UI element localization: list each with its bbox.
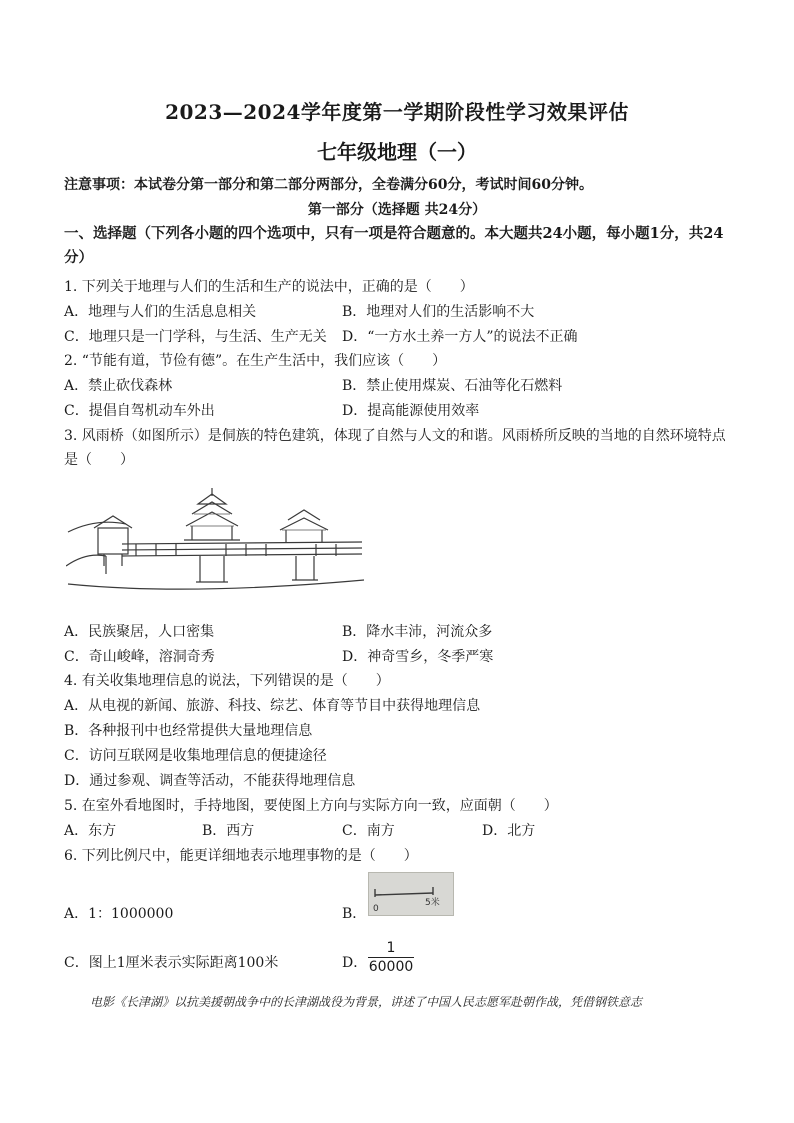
q2-stem: 2. “节能有道，节俭有德”。在生产生活中，我们应该（ ） [64,353,447,369]
q3-option-d: D．神奇雪乡，冬季严寒 [342,649,494,665]
q5-option-a: A．东方 [64,823,117,839]
q5-option-b: B．西方 [202,823,255,839]
q3-option-b: B．降水丰沛，河流众多 [342,624,493,640]
section-heading: 一、选择题（下列各小题的四个选项中，只有一项是符合题意的。本大题共24小题，每小题1分，共24分） [64,225,724,266]
q6-option-c: C．图上1厘米表示实际距离100米 [64,955,279,971]
part-heading: 第一部分（选择题 共24分） [307,202,487,218]
q1-option-b: B．地理对人们的生活影响不大 [342,304,535,320]
q4-option-d: D．通过参观、调查等活动，不能获得地理信息 [64,773,356,789]
q4-option-b: B．各种报刊中也经常提供大量地理信息 [64,723,313,739]
q4-option-a: A．从电视的新闻、旅游、科技、综艺、体育等节目中获得地理信息 [64,698,481,714]
exam-subtitle: 七年级地理（一） [317,140,477,164]
scale-unit-label: 5米 [425,898,440,908]
q1-option-c: C．地理只是一门学科，与生活、生产无关 [64,329,327,345]
q4-option-c: C．访问互联网是收集地理信息的便捷途径 [64,748,327,764]
q3-option-c: C．奇山峻峰，溶洞奇秀 [64,649,215,665]
exam-title: 2023—2024学年度第一学期阶段性学习效果评估 [165,100,629,124]
q2-option-d: D．提高能源使用效率 [342,403,480,419]
q6-option-b: B． [342,906,367,922]
fraction-denominator: 60000 [368,959,414,975]
q2-option-c: C．提倡自驾机动车外出 [64,403,215,419]
q3-option-a: A．民族聚居，人口密集 [64,624,215,640]
q5-option-c: C．南方 [342,823,395,839]
scale-zero-label: 0 [373,904,379,914]
instructions: 注意事项：本试卷分第一部分和第二部分两部分，全卷满分60分，考试时间60分钟。 [64,177,593,193]
q2-option-a: A．禁止砍伐森林 [64,378,173,394]
q5-stem: 5. 在室外看地图时，手持地图，要使图上方向与实际方向一致，应面朝（ ） [64,798,558,814]
q6-option-d: D． [342,955,368,971]
q4-stem: 4. 有关收集地理信息的说法，下列错误的是（ ） [64,673,390,689]
q3-stem: 3. 风雨桥（如图所示）是侗族的特色建筑，体现了自然与人文的和谐。风雨桥所反映的当地的自然环境特点是（ ） [64,428,726,468]
next-passage-text: 电影《长津湖》以抗美援朝战争中的长津湖战役为背景，讲述了中国人民志愿军赴朝作战，凭借钢铁意志 [90,995,643,1009]
q1-option-d: D．“一方水土养一方人”的说法不正确 [342,329,578,345]
q6-stem: 6. 下列比例尺中，能更详细地表示地理事物的是（ ） [64,848,418,864]
q1-stem: 1. 下列关于地理与人们的生活和生产的说法中，正确的是（ ） [64,279,474,295]
q1-option-a: A．地理与人们的生活息息相关 [64,304,257,320]
q5-option-d: D．北方 [482,823,536,839]
wind-rain-bridge-image [66,484,366,604]
q2-option-b: B．禁止使用煤炭、石油等化石燃料 [342,378,563,394]
fraction-numerator: 1 [368,940,414,958]
fraction-scale [368,940,414,975]
line-scale-image [368,872,454,916]
q6-option-a: A．1：1000000 [64,906,174,922]
